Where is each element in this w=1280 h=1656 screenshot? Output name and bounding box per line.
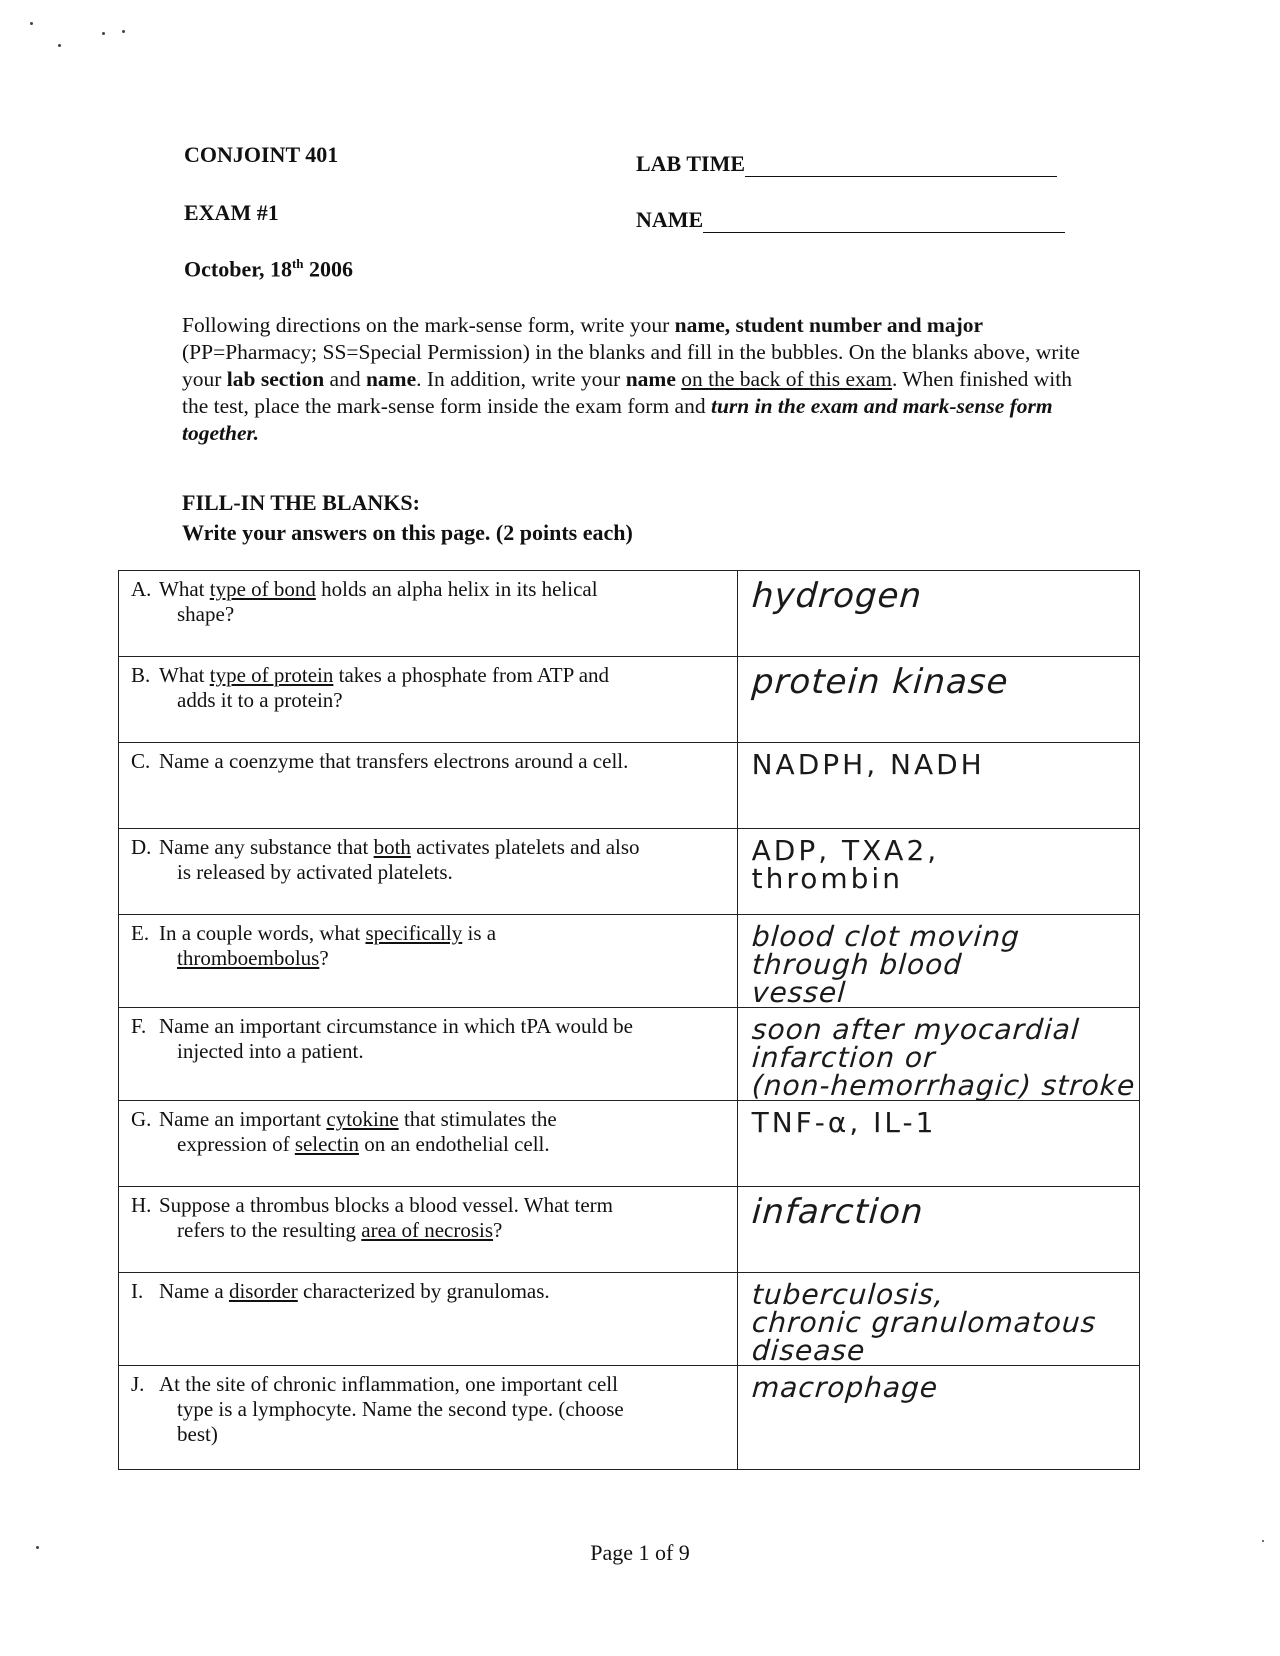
question-row xyxy=(119,1187,1140,1273)
question-cell xyxy=(119,1187,738,1273)
question-letter: H. xyxy=(131,1193,152,1217)
question-text xyxy=(159,1107,727,1157)
question-letter: G. xyxy=(131,1107,152,1131)
questions-table xyxy=(118,570,1140,1470)
date-suffix: th xyxy=(291,256,304,271)
question-underline: both xyxy=(373,835,411,859)
question-continuation xyxy=(159,1218,727,1243)
question-text xyxy=(159,577,727,627)
instructions-text: . When finished with the test, place the mark-sense form inside the exam form and xyxy=(182,367,1072,418)
scan-speck xyxy=(122,30,125,33)
instructions-text: Following directions on the mark-sense form, write your xyxy=(182,313,675,337)
question-row xyxy=(119,657,1140,743)
question-row xyxy=(119,1008,1140,1101)
question-text-part: Name a coenzyme that transfers electrons around a cell. xyxy=(159,749,629,773)
exam-date xyxy=(184,256,353,282)
question-continuation xyxy=(159,1039,727,1064)
answer-cell[interactable] xyxy=(737,1008,1139,1101)
handwritten-answer: through blood xyxy=(750,948,963,981)
question-underline: disorder xyxy=(228,1279,298,1303)
question-letter: F. xyxy=(131,1014,147,1038)
question-row xyxy=(119,829,1140,915)
handwritten-answer: ADP, TXA2, xyxy=(751,834,940,867)
question-text-part: Suppose a thrombus blocks a blood vessel. What term xyxy=(159,1193,613,1217)
question-cell xyxy=(119,1008,738,1101)
instructions-bold-italic: turn in the exam and mark-sense form together. xyxy=(182,394,1053,445)
date-year: 2006 xyxy=(303,256,354,282)
lab-time-label: LAB TIME xyxy=(636,151,746,176)
exam-number: EXAM #1 xyxy=(184,200,279,225)
question-cell xyxy=(119,829,738,915)
question-text xyxy=(159,835,727,885)
question-wrap xyxy=(131,1193,727,1243)
section-subtitle: Write your answers on this page. (2 points each) xyxy=(182,520,633,545)
lab-time-blank[interactable] xyxy=(745,150,1057,177)
instructions-bold: name xyxy=(625,367,676,391)
question-continuation: best) xyxy=(177,1422,218,1446)
handwritten-answer: soon after myocardial xyxy=(750,1013,1081,1046)
question-wrap xyxy=(131,1014,727,1064)
question-row xyxy=(119,1273,1140,1366)
answer-cell[interactable] xyxy=(737,915,1139,1008)
question-letter: E. xyxy=(131,921,150,945)
page-number: Page 1 of 9 xyxy=(590,1540,690,1565)
question-wrap xyxy=(131,835,727,885)
question-text-part: holds an alpha helix in its helical xyxy=(315,577,598,601)
section-title: FILL-IN THE BLANKS: xyxy=(182,490,420,515)
instructions-text: (PP=Pharmacy; SS=Special Permission) in the blanks and fill in the bubbles. On the blanks above, write your xyxy=(182,340,1080,391)
question-cell xyxy=(119,743,738,829)
name-row xyxy=(636,206,1065,233)
question-text-part: Name any substance that xyxy=(159,835,374,859)
answer-cell[interactable] xyxy=(737,1273,1139,1366)
question-row xyxy=(119,1101,1140,1187)
question-text-part: At the site of chronic inflammation, one important cell xyxy=(159,1372,618,1396)
handwritten-answer: blood clot moving xyxy=(750,920,1021,953)
question-cell xyxy=(119,571,738,657)
question-underline: area of necrosis xyxy=(361,1218,494,1242)
question-letter: B. xyxy=(131,663,151,687)
handwritten-answer: vessel xyxy=(750,976,847,1009)
instructions-bold: lab section xyxy=(226,367,325,391)
lab-time-row xyxy=(636,150,1057,177)
question-row xyxy=(119,571,1140,657)
scan-speck xyxy=(102,32,105,35)
question-text-part: that stimulates the xyxy=(398,1107,557,1131)
question-wrap xyxy=(131,663,727,713)
question-text-part: activates platelets and also xyxy=(410,835,640,859)
answer-cell[interactable] xyxy=(737,829,1139,915)
handwritten-answer: infarction or xyxy=(750,1041,937,1074)
question-text xyxy=(159,1279,727,1304)
question-underline: specifically xyxy=(365,921,463,945)
answer-cell[interactable] xyxy=(737,657,1139,743)
question-cell xyxy=(119,1366,738,1470)
question-continuation xyxy=(159,1132,727,1157)
question-text-part: is released by activated platelets. xyxy=(177,860,453,884)
question-text-part: refers to the resulting xyxy=(177,1218,362,1242)
answer-cell[interactable] xyxy=(737,571,1139,657)
answer-cell[interactable] xyxy=(737,1366,1139,1470)
question-text-part: Name an important circumstance in which tPA would be xyxy=(159,1014,633,1038)
question-text-part: on an endothelial cell. xyxy=(358,1132,550,1156)
question-wrap xyxy=(131,1279,727,1304)
question-text-part: adds it to a protein? xyxy=(177,688,343,712)
instructions-text: and xyxy=(324,367,366,391)
question-wrap xyxy=(131,749,727,774)
instructions-text: . In addition, write your xyxy=(416,367,626,391)
question-cell xyxy=(119,915,738,1008)
handwritten-answer: tuberculosis, xyxy=(750,1278,945,1311)
instructions-bold: name, student number and major xyxy=(674,313,984,337)
answer-cell[interactable] xyxy=(737,1101,1139,1187)
question-text-part: ? xyxy=(319,946,329,970)
handwritten-answer: chronic granulomatous xyxy=(750,1306,1098,1339)
question-text-part: What xyxy=(159,663,210,687)
question-continuation xyxy=(159,860,727,885)
instructions-paragraph xyxy=(182,312,1082,447)
question-continuation xyxy=(159,602,727,627)
question-text-part: takes a phosphate from ATP and xyxy=(333,663,610,687)
question-cell xyxy=(119,657,738,743)
instructions-underline: on the back of this exam xyxy=(681,367,893,391)
instructions-bold: name xyxy=(365,367,417,391)
question-text-part: is a xyxy=(462,921,497,945)
question-text-part: Name a xyxy=(159,1279,229,1303)
question-wrap xyxy=(131,921,727,971)
question-wrap xyxy=(131,577,727,627)
handwritten-answer: hydrogen xyxy=(750,576,924,616)
question-underline: type of bond xyxy=(209,577,316,601)
date-text: October, 18 xyxy=(184,256,292,282)
name-label: NAME xyxy=(636,207,704,232)
scan-speck xyxy=(30,22,33,25)
question-text xyxy=(159,921,727,971)
handwritten-answer: (non-hemorrhagic) stroke xyxy=(750,1069,1137,1102)
question-text xyxy=(159,1014,727,1064)
scan-speck xyxy=(58,44,61,47)
question-underline: selectin xyxy=(294,1132,359,1156)
name-blank[interactable] xyxy=(703,206,1065,233)
question-text-part: In a couple words, what xyxy=(159,921,366,945)
handwritten-answer: thrombin xyxy=(751,862,903,895)
handwritten-answer: TNF-α, IL-1 xyxy=(751,1106,937,1139)
question-underline: thromboembolus xyxy=(177,946,320,970)
question-text-part: What xyxy=(159,577,210,601)
question-wrap xyxy=(131,1107,727,1157)
question-cell xyxy=(119,1101,738,1187)
question-text-part: type is a lymphocyte. Name the second type. (choose xyxy=(177,1397,624,1421)
question-text-part: characterized by granulomas. xyxy=(297,1279,550,1303)
question-text-part: Name an important xyxy=(159,1107,327,1131)
question-row xyxy=(119,743,1140,829)
question-underline: cytokine xyxy=(326,1107,399,1131)
question-cell xyxy=(119,1273,738,1366)
question-underline: type of protein xyxy=(209,663,334,687)
question-letter: A. xyxy=(131,577,152,601)
course-title: CONJOINT 401 xyxy=(184,142,339,167)
question-text xyxy=(159,1193,727,1243)
question-row xyxy=(119,915,1140,1008)
question-letter: C. xyxy=(131,749,151,773)
handwritten-answer: disease xyxy=(750,1334,867,1367)
question-text-part: injected into a patient. xyxy=(177,1039,364,1063)
question-text-part: shape? xyxy=(177,602,235,626)
question-text-part: expression of xyxy=(177,1132,295,1156)
question-letter: I. xyxy=(131,1279,144,1303)
question-continuation xyxy=(159,946,727,971)
question-letter: J. xyxy=(131,1372,145,1396)
handwritten-answer: infarction xyxy=(750,1192,925,1232)
question-row xyxy=(119,1366,1140,1470)
question-text-part: ? xyxy=(493,1218,503,1242)
question-continuation xyxy=(159,688,727,713)
question-text xyxy=(159,1372,727,1447)
question-text xyxy=(159,749,727,774)
answer-cell[interactable] xyxy=(737,743,1139,829)
question-wrap xyxy=(131,1372,727,1447)
handwritten-answer: protein kinase xyxy=(750,662,1010,702)
question-text xyxy=(159,663,727,713)
question-letter: D. xyxy=(131,835,152,859)
question-continuation xyxy=(159,1397,727,1422)
answer-cell[interactable] xyxy=(737,1187,1139,1273)
handwritten-answer: NADPH, NADH xyxy=(751,748,985,781)
handwritten-answer: macrophage xyxy=(750,1371,939,1404)
